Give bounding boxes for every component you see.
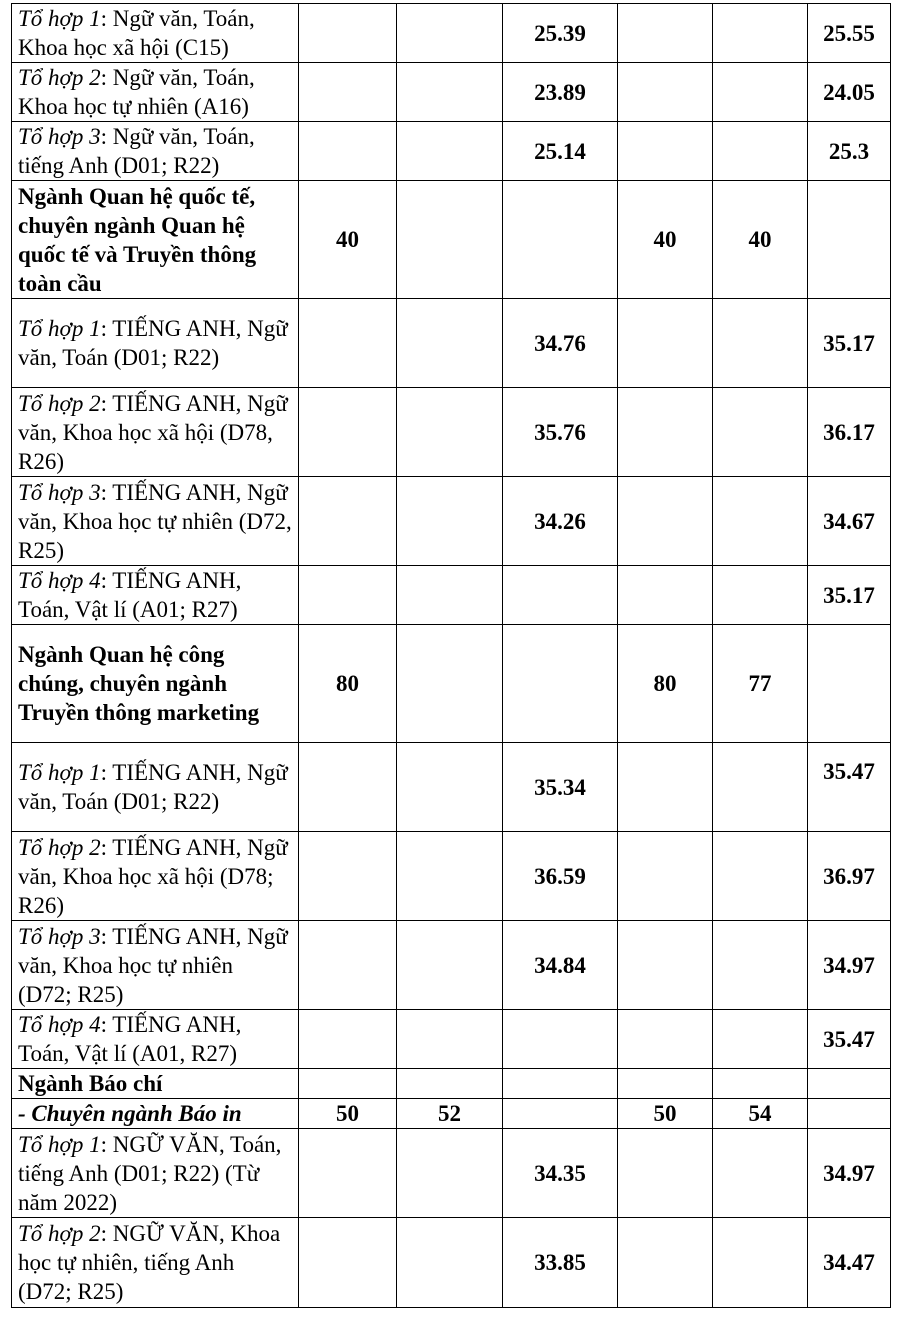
program-title: Ngành Báo chí [18, 1071, 163, 1096]
row-label-cell [12, 625, 299, 743]
value-cell-col-1: 80 [299, 625, 397, 743]
value-cell-col-3: 35.76 [503, 388, 618, 477]
value-cell-col-6: 35.17 [808, 299, 891, 388]
combination-prefix: Tổ hợp 1 [18, 1131, 101, 1157]
program-title: Ngành Quan hệ công chúng, chuyên ngành Truyền thông marketing [18, 642, 260, 725]
combination-prefix: Tổ hợp 3 [18, 124, 101, 149]
combination-subjects: : TIẾNG ANH, Ngữ văn, Toán (D01; R22) [18, 760, 288, 814]
table-row [12, 181, 891, 299]
combination-prefix: Tổ hợp 2 [18, 65, 101, 90]
value-cell-col-5 [713, 1129, 808, 1218]
row-label-cell [12, 388, 299, 477]
value-cell-col-4: 40 [618, 181, 713, 299]
value-cell-col-1: 40 [299, 181, 397, 299]
value-cell-col-5: 40 [713, 181, 808, 299]
value-cell-col-5 [713, 1218, 808, 1308]
value-cell-col-2 [397, 625, 503, 743]
row-label-cell [12, 743, 299, 832]
value-cell-col-6: 25.3 [808, 122, 891, 181]
value-cell-col-4 [618, 477, 713, 566]
value-cell-col-1 [299, 63, 397, 122]
combination-subjects: : TIẾNG ANH, Toán, Vật lí (A01; R27) [18, 568, 242, 622]
combination-subjects: : TIẾNG ANH, Ngữ văn, Khoa học tự nhiên (D72, R25) [18, 479, 292, 563]
value-cell-col-2 [397, 832, 503, 921]
value-cell-col-3 [503, 1069, 618, 1099]
value-cell-col-6: 35.17 [808, 566, 891, 625]
value-cell-col-5 [713, 477, 808, 566]
value-cell-col-2: 52 [397, 1099, 503, 1129]
table-row [12, 122, 891, 181]
value-cell-col-5: 77 [713, 625, 808, 743]
combination-subjects: : TIẾNG ANH, Ngữ văn, Khoa học xã hội (D78; R26) [18, 834, 288, 918]
value-cell-col-4 [618, 921, 713, 1010]
value-cell-col-5 [713, 1069, 808, 1099]
value-cell-col-3 [503, 566, 618, 625]
value-cell-col-4 [618, 1129, 713, 1218]
value-cell-col-3 [503, 1099, 618, 1129]
value-cell-col-6: 34.97 [808, 921, 891, 1010]
combination-prefix: Tổ hợp 2 [18, 834, 101, 860]
row-label-cell [12, 566, 299, 625]
value-cell-col-2 [397, 921, 503, 1010]
value-cell-col-6 [808, 1069, 891, 1099]
value-cell-col-6: 36.17 [808, 388, 891, 477]
combination-prefix: Tổ hợp 3 [18, 479, 101, 505]
value-cell-col-6: 34.67 [808, 477, 891, 566]
combination-prefix: Tổ hợp 2 [18, 390, 101, 416]
table-row [12, 477, 891, 566]
program-title: Ngành Quan hệ quốc tế, chuyên ngành Quan hệ quốc tế và Truyền thông toàn cầu [18, 183, 257, 296]
value-cell-col-2 [397, 1129, 503, 1218]
value-cell-col-1 [299, 4, 397, 63]
combination-subjects: : TIẾNG ANH, Ngữ văn, Khoa học xã hội (D78, R26) [18, 390, 288, 474]
value-cell-col-5 [713, 388, 808, 477]
value-cell-col-1 [299, 566, 397, 625]
row-label-cell [12, 4, 299, 63]
table-row [12, 743, 891, 832]
value-cell-col-1 [299, 1010, 397, 1069]
value-cell-col-1 [299, 1129, 397, 1218]
value-cell-col-2 [397, 477, 503, 566]
combination-prefix: Tổ hợp 4 [18, 1012, 101, 1037]
value-cell-col-3: 35.34 [503, 743, 618, 832]
combination-subjects: : TIẾNG ANH, Ngữ văn, Toán (D01; R22) [18, 316, 288, 370]
value-cell-col-4 [618, 743, 713, 832]
value-cell-col-4 [618, 299, 713, 388]
value-cell-col-1 [299, 477, 397, 566]
value-cell-col-3: 25.14 [503, 122, 618, 181]
table-row [12, 921, 891, 1010]
combination-prefix: Tổ hợp 1 [18, 760, 101, 785]
value-cell-col-5 [713, 4, 808, 63]
combination-prefix: Tổ hợp 1 [18, 316, 101, 341]
row-label-cell [12, 477, 299, 566]
value-cell-col-1 [299, 122, 397, 181]
combination-subjects: : Ngữ văn, Toán, Khoa học tự nhiên (A16) [18, 65, 255, 119]
value-cell-col-1 [299, 921, 397, 1010]
table-row [12, 299, 891, 388]
table-row [12, 1218, 891, 1308]
value-cell-col-5 [713, 299, 808, 388]
table-row [12, 63, 891, 122]
value-cell-col-2 [397, 1218, 503, 1308]
value-cell-col-4 [618, 388, 713, 477]
value-cell-col-5 [713, 63, 808, 122]
combination-subjects: : TIẾNG ANH, Toán, Vật lí (A01, R27) [18, 1012, 242, 1066]
row-label-cell [12, 1099, 299, 1129]
table-row [12, 625, 891, 743]
combination-subjects: : Ngữ văn, Toán, tiếng Anh (D01; R22) [18, 124, 255, 178]
value-cell-col-3: 34.84 [503, 921, 618, 1010]
value-cell-col-4: 80 [618, 625, 713, 743]
value-cell-col-2 [397, 566, 503, 625]
combination-prefix: Tổ hợp 1 [18, 6, 101, 31]
value-cell-col-1 [299, 388, 397, 477]
value-cell-col-5 [713, 122, 808, 181]
value-cell-col-6: 34.47 [808, 1218, 891, 1308]
row-label-cell [12, 1129, 299, 1218]
table-row [12, 832, 891, 921]
row-label-cell [12, 1069, 299, 1099]
value-cell-col-4 [618, 63, 713, 122]
value-cell-col-2 [397, 63, 503, 122]
value-cell-col-1 [299, 832, 397, 921]
value-cell-col-2 [397, 388, 503, 477]
value-cell-col-1 [299, 743, 397, 832]
value-cell-col-3: 25.39 [503, 4, 618, 63]
value-cell-col-3: 34.76 [503, 299, 618, 388]
value-cell-col-2 [397, 122, 503, 181]
table-row [12, 388, 891, 477]
value-cell-col-6: 24.05 [808, 63, 891, 122]
table-row [12, 1010, 891, 1069]
combination-prefix: Tổ hợp 4 [18, 568, 101, 593]
row-label-cell [12, 299, 299, 388]
combination-subjects: : TIẾNG ANH, Ngữ văn, Khoa học tự nhiên (D72; R25) [18, 923, 288, 1007]
value-cell-col-3 [503, 181, 618, 299]
value-cell-col-4 [618, 122, 713, 181]
value-cell-col-1 [299, 299, 397, 388]
value-cell-col-5 [713, 832, 808, 921]
table-row [12, 1069, 891, 1099]
value-cell-col-4 [618, 832, 713, 921]
value-cell-col-4 [618, 1010, 713, 1069]
value-cell-col-5 [713, 1010, 808, 1069]
value-cell-col-5 [713, 743, 808, 832]
value-cell-col-1 [299, 1218, 397, 1308]
combination-prefix: Tổ hợp 3 [18, 923, 101, 949]
value-cell-col-6: 34.97 [808, 1129, 891, 1218]
value-cell-col-6: 35.47 [808, 743, 891, 832]
combination-subjects: : NGỮ VĂN, Khoa học tự nhiên, tiếng Anh (D72; R25) [18, 1221, 281, 1304]
row-label-cell [12, 63, 299, 122]
value-cell-col-4 [618, 4, 713, 63]
value-cell-col-5: 54 [713, 1099, 808, 1129]
value-cell-col-2 [397, 299, 503, 388]
value-cell-col-4 [618, 566, 713, 625]
value-cell-col-3: 34.26 [503, 477, 618, 566]
value-cell-col-4: 50 [618, 1099, 713, 1129]
row-label-cell [12, 181, 299, 299]
table-row [12, 4, 891, 63]
row-label-cell [12, 1218, 299, 1308]
value-cell-col-3: 36.59 [503, 832, 618, 921]
value-cell-col-3 [503, 625, 618, 743]
value-cell-col-4 [618, 1069, 713, 1099]
row-label-cell [12, 832, 299, 921]
table-row [12, 1099, 891, 1129]
value-cell-col-6: 25.55 [808, 4, 891, 63]
value-cell-col-6: 35.47 [808, 1010, 891, 1069]
table-row [12, 1129, 891, 1218]
row-label-cell [12, 921, 299, 1010]
value-cell-col-2 [397, 1010, 503, 1069]
value-cell-col-2 [397, 743, 503, 832]
value-cell-col-2 [397, 4, 503, 63]
value-cell-col-6: 36.97 [808, 832, 891, 921]
value-cell-col-3: 23.89 [503, 63, 618, 122]
combination-subjects: : Ngữ văn, Toán, Khoa học xã hội (C15) [18, 6, 255, 60]
value-cell-col-6 [808, 1099, 891, 1129]
value-cell-col-1 [299, 1069, 397, 1099]
combination-subjects: : NGỮ VĂN, Toán, tiếng Anh (D01; R22) (Từ năm 2022) [18, 1131, 282, 1215]
table-body [12, 4, 891, 1308]
table-row [12, 566, 891, 625]
value-cell-col-3 [503, 1010, 618, 1069]
value-cell-col-2 [397, 181, 503, 299]
value-cell-col-6 [808, 181, 891, 299]
value-cell-col-5 [713, 921, 808, 1010]
value-cell-col-3: 33.85 [503, 1218, 618, 1308]
combination-prefix: Tổ hợp 2 [18, 1221, 101, 1246]
value-cell-col-6 [808, 625, 891, 743]
row-label-cell [12, 122, 299, 181]
value-cell-col-2 [397, 1069, 503, 1099]
value-cell-col-1: 50 [299, 1099, 397, 1129]
specialization-title: - Chuyên ngành Báo in [18, 1101, 242, 1126]
value-cell-col-3: 34.35 [503, 1129, 618, 1218]
value-cell-col-4 [618, 1218, 713, 1308]
row-label-cell [12, 1010, 299, 1069]
value-cell-col-5 [713, 566, 808, 625]
admission-score-table [11, 3, 891, 1308]
